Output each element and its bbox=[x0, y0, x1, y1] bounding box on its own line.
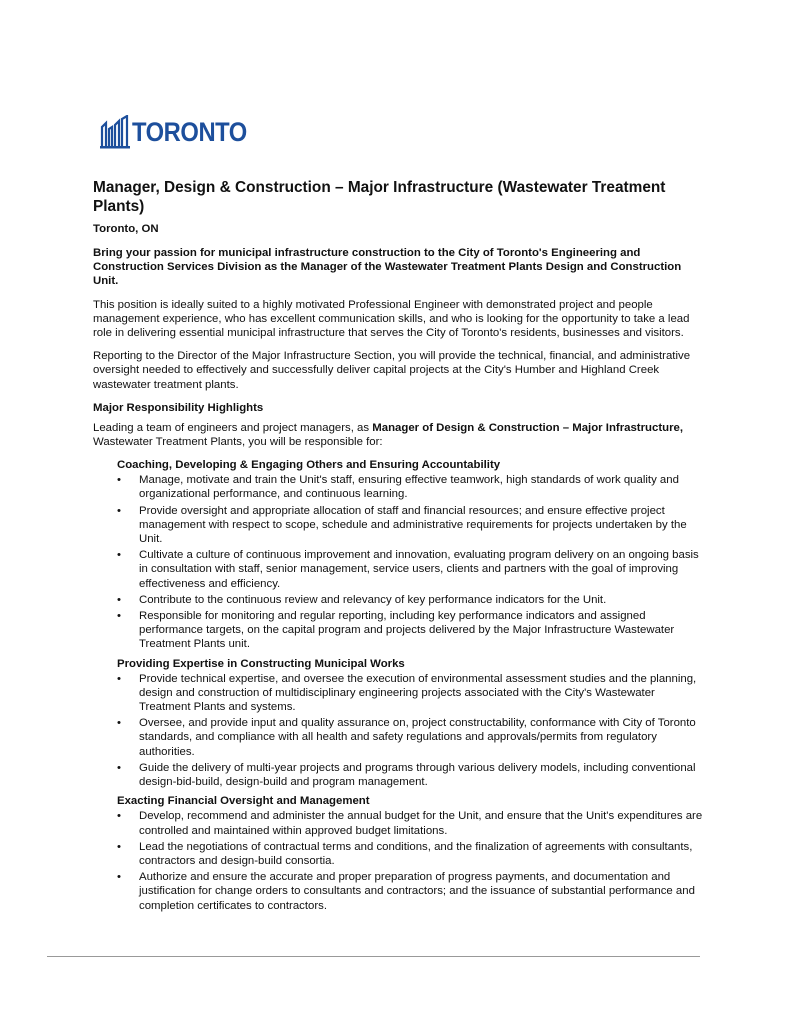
bullet-icon: • bbox=[117, 810, 121, 823]
list-item-text: Lead the negotiations of contractual terms and conditions, and the finalization of agreements with consultants, contractors and design-build consortia. bbox=[139, 840, 693, 867]
responsibility-section bbox=[117, 657, 703, 790]
list-item-text: Guide the delivery of multi-year projects and programs through various delivery models, including conventional design-bid-build, design-build and program management. bbox=[139, 761, 696, 789]
intro-paragraph: Bring your passion for municipal infrastructure construction to the City of Toronto's Engineering and Construction Services Division as the Manager of the Wastewater Treatment Plants Design and Construction Unit. bbox=[93, 247, 682, 288]
job-title: Manager, Design & Construction – Major Infrastructure (Wastewater Treatment Plants) bbox=[93, 179, 666, 215]
bullet-icon: • bbox=[117, 871, 121, 884]
section-heading: Providing Expertise in Constructing Municipal Works bbox=[117, 657, 405, 670]
list-item bbox=[117, 548, 703, 591]
list-item bbox=[117, 504, 703, 547]
leading-pre: Leading a team of engineers and project managers, as bbox=[93, 421, 373, 434]
list-item-text: Cultivate a culture of continuous improvement and innovation, evaluating program delivery on an ongoing basis in consultation with staff, senior management, service users, clients and partners with the goal of improving effectiveness and efficiency. bbox=[139, 549, 699, 590]
highlights-heading: Major Responsibility Highlights bbox=[93, 401, 264, 414]
list-item-text: Develop, recommend and administer the annual budget for the Unit, and ensure that the Unit's expenditures are controlled and maintained within approved budget limitations. bbox=[139, 810, 703, 837]
list-item bbox=[117, 716, 703, 759]
list-item bbox=[117, 761, 703, 789]
logo-wordmark: TORONTO bbox=[132, 116, 247, 147]
list-item bbox=[117, 870, 703, 913]
toronto-logo bbox=[100, 112, 263, 152]
city-hall-logo-icon bbox=[100, 115, 130, 149]
bullet-icon: • bbox=[117, 504, 121, 517]
responsibility-section bbox=[117, 794, 703, 912]
list-item bbox=[117, 809, 703, 837]
list-item bbox=[117, 593, 703, 607]
list-item-text: Contribute to the continuous review and relevancy of key performance indicators for the Unit. bbox=[139, 593, 607, 606]
bullet-icon: • bbox=[117, 840, 121, 853]
list-item bbox=[117, 840, 703, 868]
bullet-list bbox=[117, 473, 703, 651]
paragraph-ideal-candidate: This position is ideally suited to a highly motivated Professional Engineer with demonstrated project and people management experience, who has excellent communication skills, and who is looking for the opportunity to take a lead role in delivering essential municipal infrastructure that serves the City of Toronto's residents, businesses and visitors. bbox=[93, 298, 690, 340]
job-location: Toronto, ON bbox=[93, 223, 159, 235]
bullet-list bbox=[117, 672, 703, 790]
leading-paragraph bbox=[93, 421, 703, 449]
list-item bbox=[117, 672, 703, 715]
responsibility-sections bbox=[93, 458, 703, 912]
bullet-icon: • bbox=[117, 672, 121, 685]
list-item bbox=[117, 473, 703, 501]
job-posting bbox=[93, 178, 703, 918]
bullet-list bbox=[117, 809, 703, 912]
list-item-text: Authorize and ensure the accurate and proper preparation of progress payments, and documentation and justification for change orders to consultants and contractors; and the issuance of substantial performance and completion certificates to contractors. bbox=[139, 871, 695, 912]
section-heading: Coaching, Developing & Engaging Others and Ensuring Accountability bbox=[117, 459, 501, 472]
list-item-text: Manage, motivate and train the Unit's staff, ensuring effective teamwork, high standards of work quality and organizational performance, and continuous learning. bbox=[139, 474, 679, 501]
list-item bbox=[117, 609, 703, 652]
bullet-icon: • bbox=[117, 761, 121, 774]
bullet-icon: • bbox=[117, 610, 121, 623]
bullet-icon: • bbox=[117, 593, 121, 606]
paragraph-reporting: Reporting to the Director of the Major Infrastructure Section, you will provide the technical, financial, and administrative oversight needed to effectively and successfully deliver capital projects at the City's Humber and Highland Creek wastewater treatment plants. bbox=[93, 350, 691, 391]
list-item-text: Provide technical expertise, and oversee the execution of environmental assessment studies and the planning, design and construction of multidisciplinary engineering projects associated with the City's Wastewater Treatment Plants and systems. bbox=[139, 672, 697, 714]
bullet-icon: • bbox=[117, 474, 121, 487]
leading-bold: Manager of Design & Construction – Major Infrastructure, bbox=[372, 421, 684, 434]
bullet-icon: • bbox=[117, 549, 121, 562]
leading-post: Wastewater Treatment Plants, you will be responsible for: bbox=[93, 436, 383, 449]
responsibility-section bbox=[117, 458, 703, 651]
list-item-text: Oversee, and provide input and quality assurance on, project constructability, conformance with City of Toronto standards, and compliance with all health and safety regulations and approvals/permits from regulatory authorities. bbox=[139, 717, 696, 758]
list-item-text: Provide oversight and appropriate allocation of staff and financial resources; and ensure effective project management with respect to scope, schedule and administrative requirements for projects undertaken by the Unit. bbox=[139, 504, 687, 546]
section-heading: Exacting Financial Oversight and Management bbox=[117, 795, 370, 808]
footer-divider bbox=[47, 956, 700, 957]
list-item-text: Responsible for monitoring and regular reporting, including key performance indicators and assigned performance targets, on the capital program and projects delivered by the Major Infrastructure Wastewater Treatment Plants unit. bbox=[139, 610, 675, 651]
bullet-icon: • bbox=[117, 717, 121, 730]
